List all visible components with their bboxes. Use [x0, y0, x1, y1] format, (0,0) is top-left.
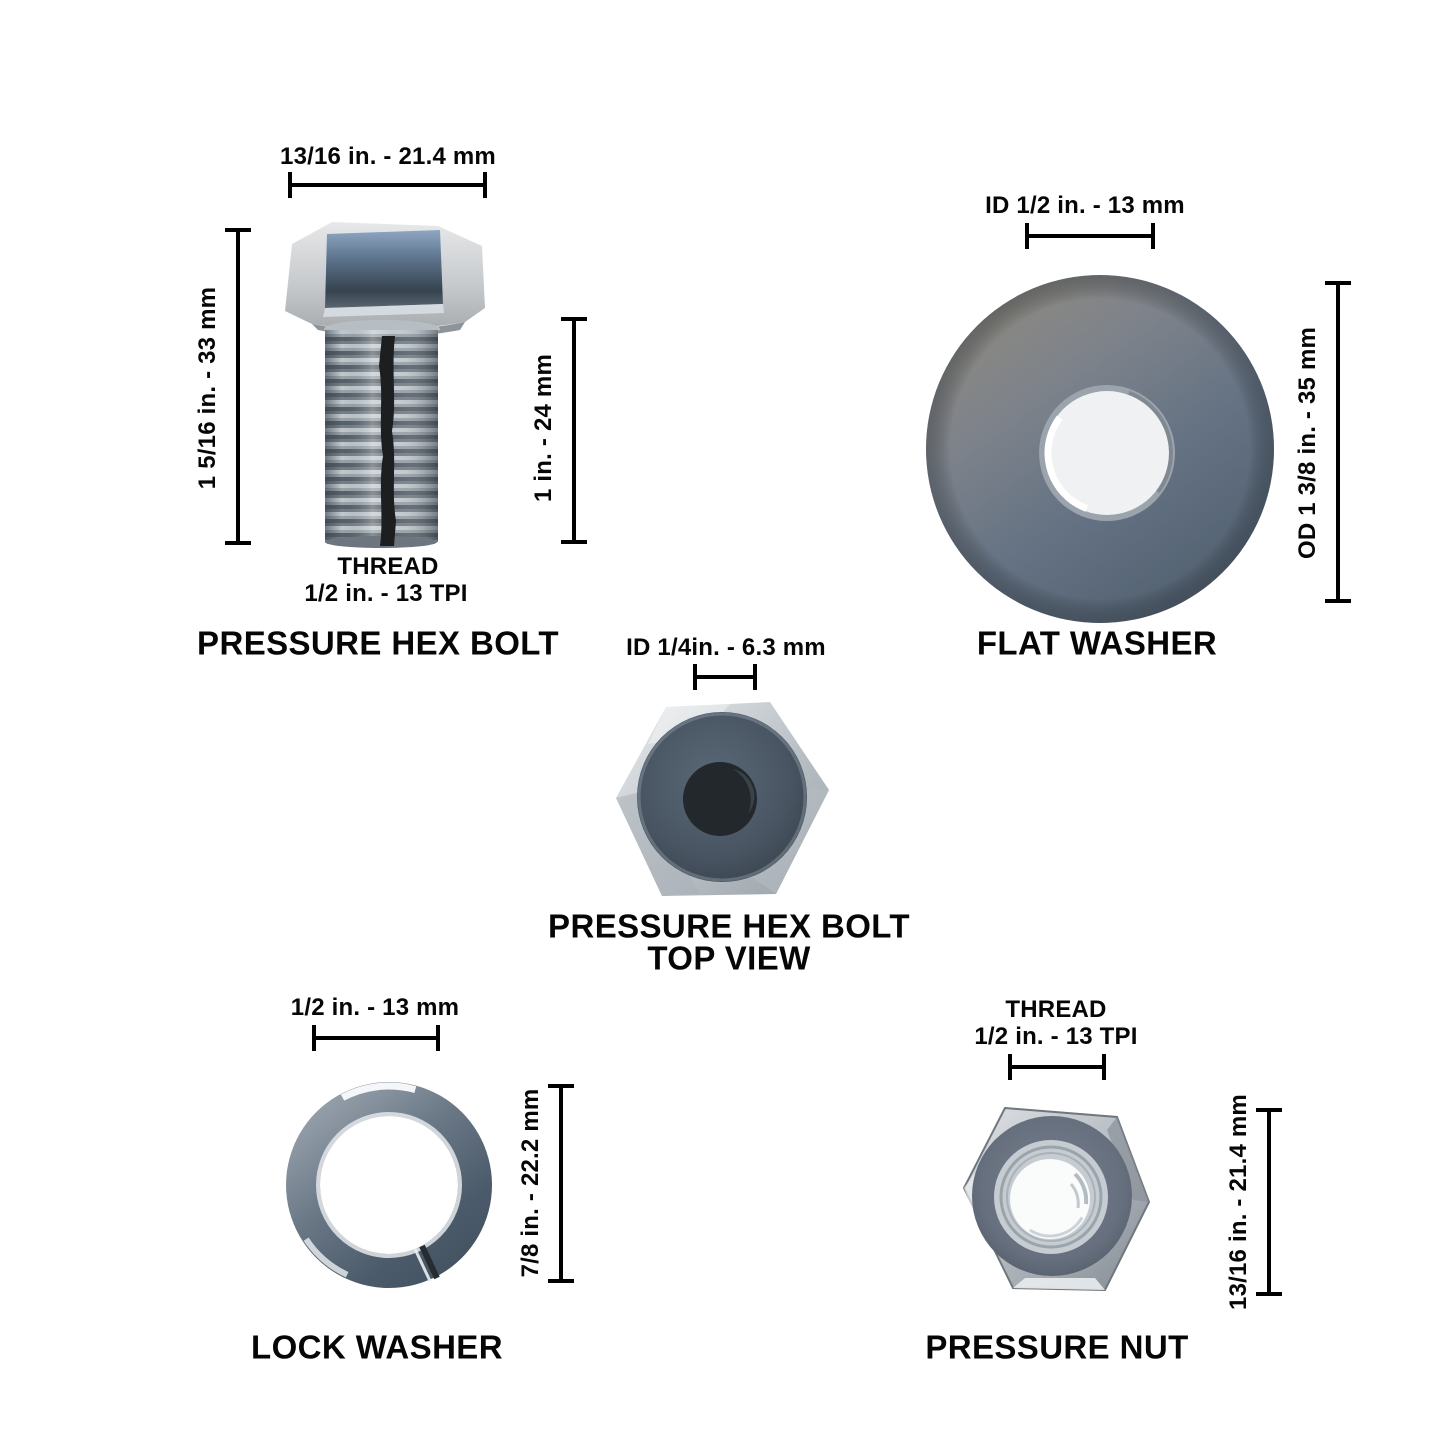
washer-od-dimension-line — [1336, 281, 1340, 603]
topview-id-dimension-text: ID 1/4in. - 6.3 mm — [626, 634, 826, 661]
flat-washer-illustration — [920, 268, 1282, 630]
nut-thread-spec: 1/2 in. - 13 TPI — [974, 1023, 1138, 1050]
lockwasher-od-dimension-line — [559, 1084, 563, 1283]
bolt-thread-label: THREAD — [337, 553, 439, 580]
nut-height-dimension-line — [1267, 1108, 1271, 1296]
nut-height-dimension-text: 13/16 in. - 21.4 mm — [1225, 1094, 1252, 1310]
lock-washer-illustration — [282, 1078, 497, 1293]
topview-title-line2: TOP VIEW — [647, 939, 811, 977]
lockwasher-title: LOCK WASHER — [251, 1328, 503, 1366]
nut-title: PRESSURE NUT — [925, 1328, 1189, 1366]
topview-title-line1: PRESSURE HEX BOLT — [548, 907, 910, 945]
hex-bolt-top-view-illustration — [608, 696, 836, 904]
lockwasher-od-dimension-text: 7/8 in. - 22.2 mm — [517, 1088, 544, 1278]
lockwasher-id-dimension-text: 1/2 in. - 13 mm — [290, 994, 460, 1021]
bolt-length-dimension-text: 1 5/16 in. - 33 mm — [194, 286, 221, 490]
bolt-thread-length-dimension-text: 1 in. - 24 mm — [530, 354, 557, 502]
washer-title: FLAT WASHER — [976, 624, 1218, 662]
washer-id-dimension-text: ID 1/2 in. - 13 mm — [985, 192, 1185, 219]
bolt-width-dimension-text: 13/16 in. - 21.4 mm — [280, 143, 496, 170]
nut-thread-label: THREAD — [1005, 996, 1107, 1023]
lockwasher-id-dimension-line — [312, 1036, 440, 1040]
topview-id-dimension-line — [693, 675, 757, 679]
pressure-nut-illustration — [945, 1092, 1190, 1307]
bolt-title: PRESSURE HEX BOLT — [197, 624, 559, 662]
washer-id-dimension-line — [1025, 234, 1155, 238]
hex-bolt-side-illustration — [270, 216, 505, 556]
bolt-width-dimension-line — [288, 183, 487, 187]
nut-thread-dimension-line — [1008, 1065, 1106, 1069]
bolt-thread-length-dimension-line — [572, 317, 576, 544]
bolt-thread-spec: 1/2 in. - 13 TPI — [304, 580, 468, 607]
bolt-length-dimension-line — [236, 228, 240, 545]
washer-od-dimension-text: OD 1 3/8 in. - 35 mm — [1294, 326, 1321, 560]
